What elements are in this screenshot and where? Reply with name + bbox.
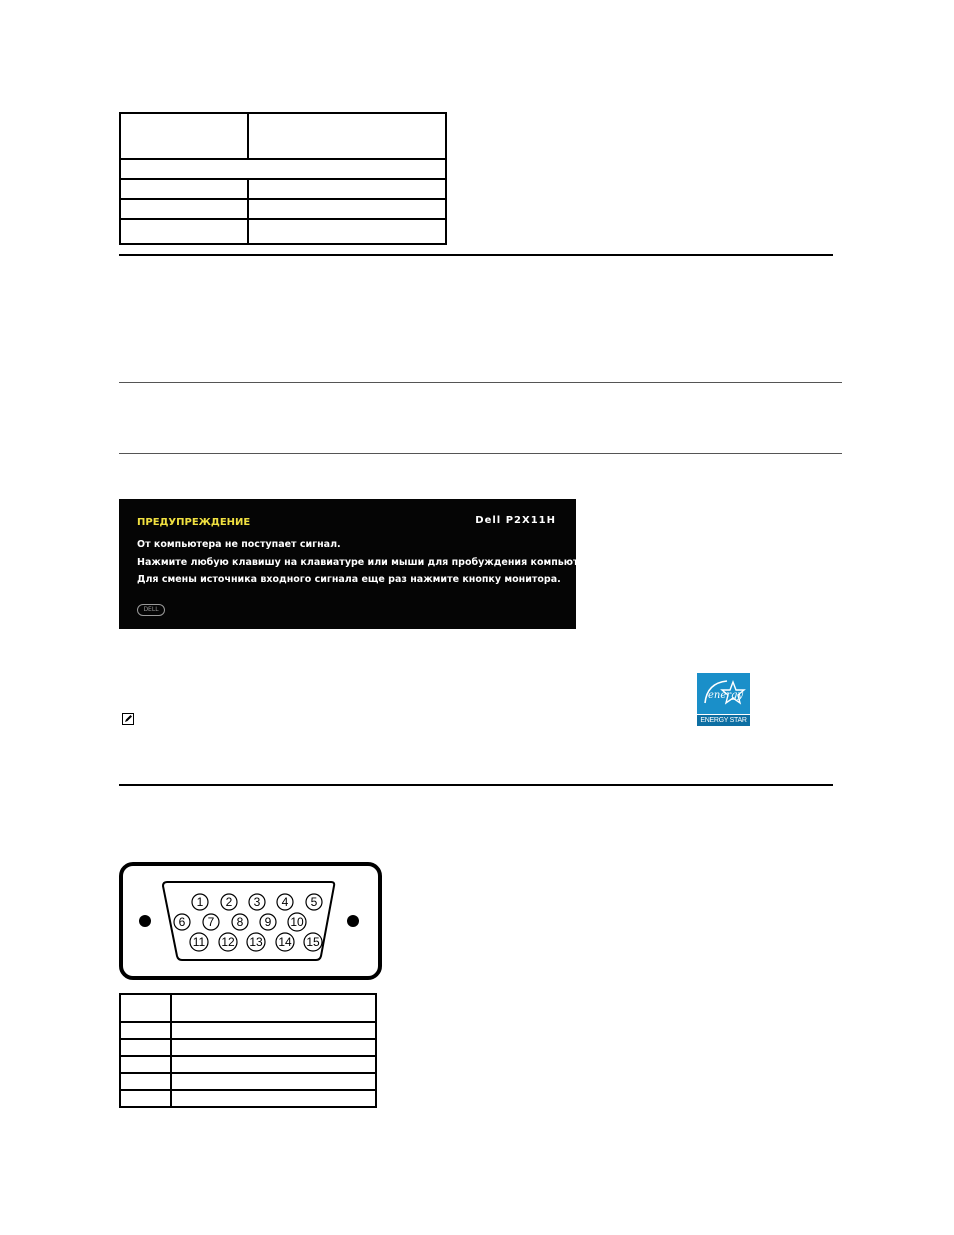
- osd-message-line: Нажмите любую клавишу на клавиатуре или мыши для пробуждения компьютера.: [137, 557, 602, 568]
- table-cell: [120, 1056, 171, 1073]
- table-cell: [120, 994, 171, 1022]
- pin-number: 15: [306, 935, 320, 949]
- table-cell: [120, 1090, 171, 1107]
- table-cell: [171, 1090, 376, 1107]
- osd-warning-heading: ПРЕДУПРЕЖДЕНИЕ: [137, 517, 251, 528]
- osd-message-line: Для смены источника входного сигнала еще раз нажмите кнопку монитора.: [137, 574, 561, 585]
- table-row: [120, 1090, 376, 1107]
- table-cell: [120, 199, 248, 219]
- table-row: [120, 199, 446, 219]
- pin-table: [119, 993, 377, 1108]
- table-row: [120, 159, 446, 179]
- dell-logo: DELL: [137, 604, 165, 616]
- energy-script-text: energy: [708, 690, 744, 701]
- pin-number: 2: [225, 895, 233, 909]
- screw-hole-right: [347, 915, 359, 927]
- pin-number: 12: [221, 935, 235, 949]
- table-cell: [248, 219, 446, 244]
- pin-table-wrapper: [119, 993, 379, 1113]
- table-cell: [120, 1039, 171, 1056]
- table-cell: [120, 219, 248, 244]
- section-divider: [119, 254, 833, 256]
- energy-star-icon: [697, 673, 750, 715]
- table-cell: [171, 994, 376, 1022]
- pin-number: 4: [281, 895, 289, 909]
- table-row: [120, 113, 446, 159]
- table-cell: [120, 113, 248, 159]
- vga-connector-diagram: [119, 862, 382, 980]
- osd-warning-screenshot: [119, 499, 602, 629]
- table-cell: [171, 1056, 376, 1073]
- section-divider: [119, 382, 842, 383]
- pin-number: 7: [207, 915, 215, 929]
- pin-number: 3: [253, 895, 261, 909]
- section-divider: [119, 453, 842, 454]
- pin-number: 1: [196, 895, 204, 909]
- table-cell: [171, 1022, 376, 1039]
- spec-table: [119, 112, 447, 245]
- pin-number: 9: [264, 915, 272, 929]
- osd-message-line: От компьютера не поступает сигнал.: [137, 539, 341, 550]
- table-cell: [248, 199, 446, 219]
- table-row: [120, 1073, 376, 1090]
- pin-number: 6: [178, 915, 186, 929]
- table-row: [120, 1039, 376, 1056]
- table-row: [120, 219, 446, 244]
- pin-number: 10: [290, 915, 304, 929]
- energy-star-label: ENERGY STAR: [697, 714, 750, 726]
- table-cell: [248, 179, 446, 199]
- table-cell: [171, 1039, 376, 1056]
- table-cell: [248, 113, 446, 159]
- table-cell: [171, 1073, 376, 1090]
- table-row: [120, 994, 376, 1022]
- note-pencil-icon: [122, 713, 134, 725]
- table-cell: [120, 179, 248, 199]
- table-cell: [120, 1022, 171, 1039]
- section-divider: [119, 784, 833, 786]
- pin-number: 8: [236, 915, 244, 929]
- pin-number: 13: [249, 935, 263, 949]
- pin-number: 11: [192, 935, 206, 949]
- table-cell: [120, 159, 446, 179]
- energy-star-logo: [697, 673, 750, 726]
- screw-hole-left: [139, 915, 151, 927]
- table-row: [120, 1022, 376, 1039]
- table-row: [120, 1056, 376, 1073]
- table-cell: [120, 1073, 171, 1090]
- table-row: [120, 179, 446, 199]
- pin-number: 14: [278, 935, 292, 949]
- pin-number: 5: [310, 895, 318, 909]
- osd-model-name: Dell P2X11H: [475, 515, 556, 526]
